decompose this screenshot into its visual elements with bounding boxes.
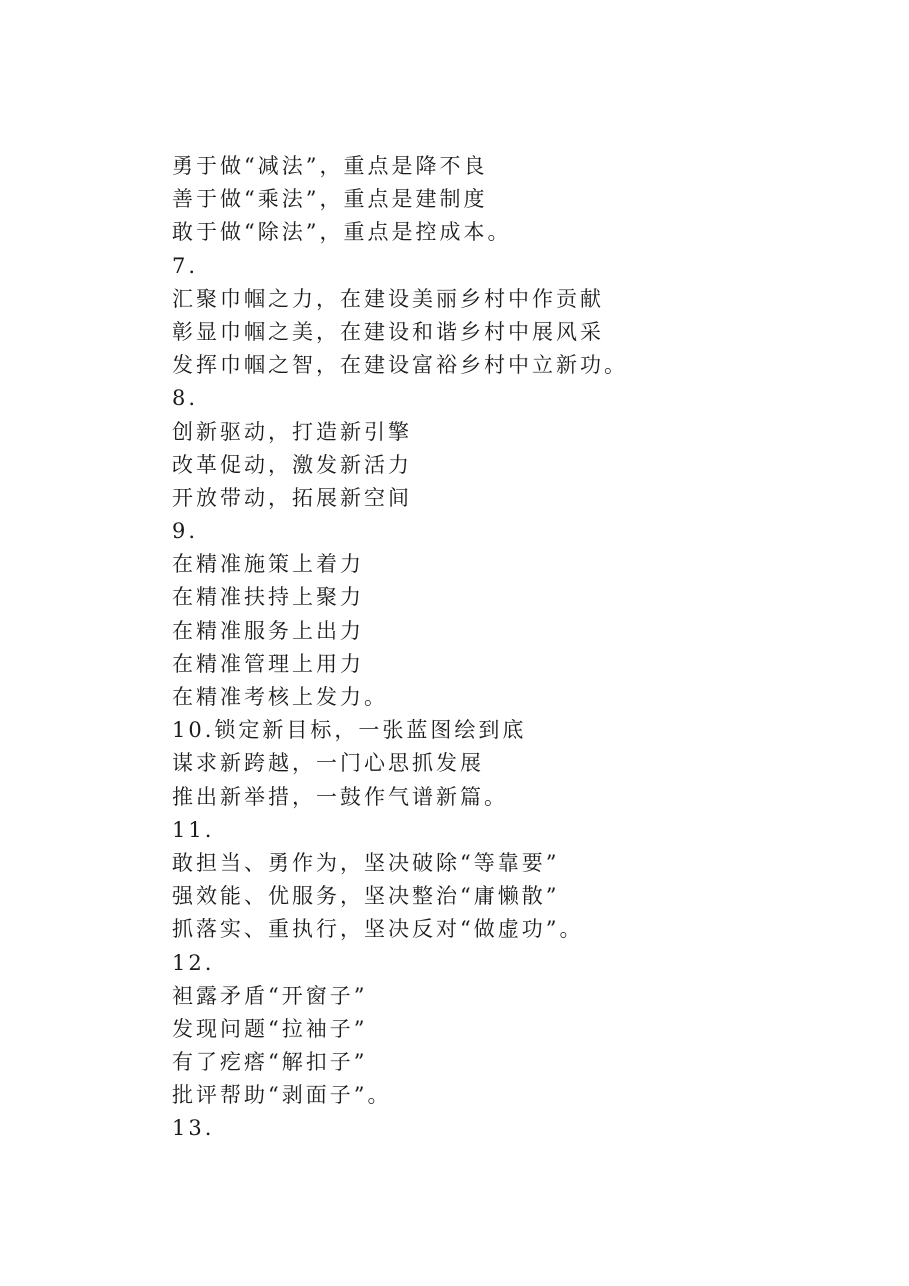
text-line: 敢担当、勇作为，坚决破除“等靠要” xyxy=(172,850,560,875)
text-line: 在精准服务上出力 xyxy=(172,618,364,643)
text-line: 谋求新跨越，一门心思抓发展 xyxy=(172,751,484,776)
text-line: 推出新举措，一鼓作气谱新篇。 xyxy=(172,784,508,809)
section-number: 12. xyxy=(172,950,215,975)
text-line: 抓落实、重执行，坚决反对“做虚功”。 xyxy=(172,917,584,942)
text-line: 10.锁定新目标，一张蓝图绘到底 xyxy=(172,718,527,743)
text-line: 创新驱动，打造新引擎 xyxy=(172,419,412,444)
text-line: 汇聚巾帼之力，在建设美丽乡村中作贡献 xyxy=(172,286,604,311)
section-number: 8. xyxy=(172,386,199,411)
text-line: 在精准施策上着力 xyxy=(172,552,364,577)
text-line: 敢于做“除法”，重点是控成本。 xyxy=(172,220,512,245)
section-number: 13. xyxy=(172,1116,215,1141)
text-line: 在精准扶持上聚力 xyxy=(172,585,364,610)
text-line: 善于做“乘法”，重点是建制度 xyxy=(172,187,488,212)
text-line: 改革促动，激发新活力 xyxy=(172,452,412,477)
text-line: 袒露矛盾“开窗子” xyxy=(172,983,368,1008)
section-number: 11. xyxy=(172,817,215,842)
text-line: 发现问题“拉袖子” xyxy=(172,1016,368,1041)
text-line: 在精准管理上用力 xyxy=(172,651,364,676)
text-line: 有了疙瘩“解扣子” xyxy=(172,1050,368,1075)
text-line: 发挥巾帼之智，在建设富裕乡村中立新功。 xyxy=(172,353,628,378)
text-line: 彰显巾帼之美，在建设和谐乡村中展风采 xyxy=(172,319,604,344)
text-line: 开放带动，拓展新空间 xyxy=(172,485,412,510)
section-number: 9. xyxy=(172,519,199,544)
text-line: 在精准考核上发力。 xyxy=(172,685,388,709)
document-body xyxy=(172,150,872,1146)
text-line: 批评帮助“剥面子”。 xyxy=(172,1083,392,1108)
text-line: 勇于做“减法”，重点是降不良 xyxy=(172,154,488,178)
text-line: 强效能、优服务，坚决整治“庸懒散” xyxy=(172,884,560,909)
section-number: 7. xyxy=(172,253,199,278)
